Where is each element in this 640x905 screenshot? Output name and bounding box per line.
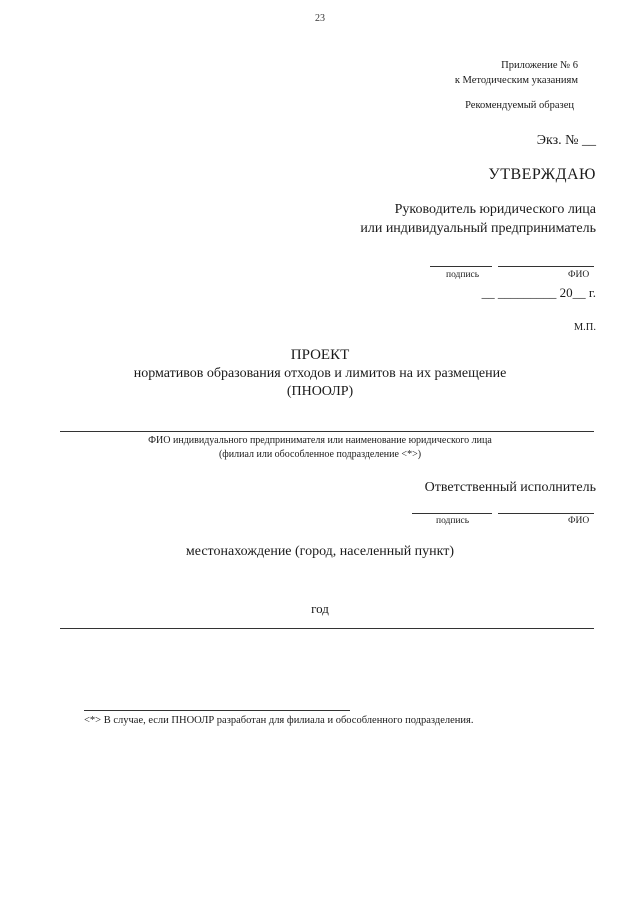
appendix-line-1: Приложение № 6 bbox=[501, 60, 578, 71]
copy-number: Экз. № __ bbox=[536, 133, 596, 148]
approver-signature-label: подпись bbox=[446, 270, 480, 280]
executor-signature-line bbox=[412, 513, 492, 514]
location-label: местонахождение (город, населенный пункт) bbox=[185, 544, 455, 559]
footnote: <*> В случае, если ПНООЛР разработан для филиала и обособленного подразделения. bbox=[84, 715, 474, 726]
stamp-placeholder: М.П. bbox=[573, 322, 596, 333]
organization-caption-line-2: (филиал или обособленное подразделение <*>) bbox=[218, 449, 422, 460]
approver-signature-line bbox=[430, 266, 492, 267]
approver-name-label: ФИО bbox=[568, 270, 590, 280]
sample-label: Рекомендуемый образец bbox=[465, 100, 574, 111]
organization-caption-line-1: ФИО индивидуального предпринимателя или наименование юридического лица bbox=[148, 435, 492, 446]
year-label: год bbox=[311, 601, 329, 616]
approve-heading: УТВЕРЖДАЮ bbox=[488, 166, 596, 183]
footnote-separator bbox=[84, 710, 350, 711]
project-title: ПРОЕКТ bbox=[290, 347, 350, 363]
page-number: 23 bbox=[315, 13, 325, 24]
executor-name-label: ФИО bbox=[568, 516, 590, 526]
head-title-line-1: Руководитель юридического лица bbox=[394, 202, 596, 217]
executor-name-line bbox=[498, 513, 594, 514]
organization-line bbox=[60, 431, 594, 432]
approval-date: __ _________ 20__ г. bbox=[481, 285, 596, 300]
executor-title: Ответственный исполнитель bbox=[424, 480, 596, 495]
head-title-line-2: или индивидуальный предприниматель bbox=[360, 221, 596, 236]
executor-signature-label: подпись bbox=[436, 516, 470, 526]
project-subtitle: нормативов образования отходов и лимитов на их размещение bbox=[133, 366, 507, 381]
appendix-line-2: к Методическим указаниям bbox=[454, 75, 578, 86]
project-abbreviation: (ПНООЛР) bbox=[286, 384, 354, 399]
bottom-rule bbox=[60, 628, 594, 629]
approver-name-line bbox=[498, 266, 594, 267]
